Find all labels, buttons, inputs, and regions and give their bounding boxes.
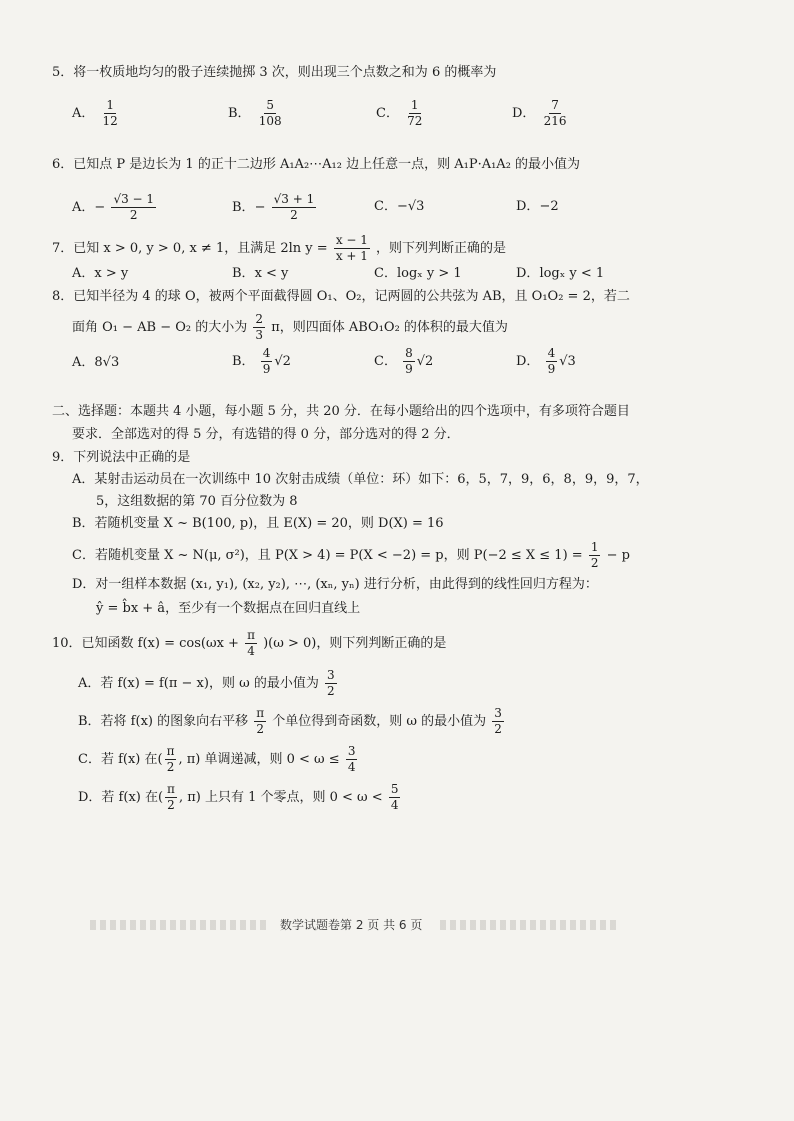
q10-option-b: B．若将 f(x) 的图象向右平移 $\frac{\pi}{2}$ 个单位得到奇函数，则 ω 的最小值为 $\frac{3}{2}$ xyxy=(78,706,502,736)
q7-option-b: B．x < y xyxy=(232,266,289,281)
q7-option-a: A．x > y xyxy=(72,266,129,281)
q7-option-c: C．logₓ y > 1 xyxy=(374,266,462,281)
q8-stem-line2: 面角 O₁ − AB − O₂ 的大小为 $\frac{2}{3}$ π，则四面体 ABO₁O₂ 的体积的最大值为 xyxy=(72,312,508,342)
section2-heading-line1: 二、选择题：本题共 4 小题，每小题 5 分，共 20 分．在每小题给出的四个选项中，有多项符合题目 xyxy=(52,404,630,419)
q5-option-d: D． $\frac{7}{216}$ xyxy=(512,98,567,128)
q8-option-b: B． $\frac{4}{9}$ √2 xyxy=(232,346,291,376)
q6-stem: 6．已知点 P 是边长为 1 的正十二边形 A₁A₂⋯A₁₂ 边上任意一点，则 A₁P·A₁A₂ 的最小值为 xyxy=(52,157,581,172)
q9-option-c: C．若随机变量 X ~ N(μ, σ²)，且 P(X > 4) = P(X < −2) = p，则 P(−2 ≤ X ≤ 1) = $\frac{1}{2}$ − p xyxy=(72,540,630,570)
scan-noise-left xyxy=(90,920,270,930)
q10-stem: 10．已知函数 f(x) = cos(ωx + $\frac{\pi}{4}$ )(ω > 0)，则下列判断正确的是 xyxy=(52,628,447,658)
q8-option-a: A．8√3 xyxy=(72,355,120,370)
q7-stem: 7．已知 x > 0, y > 0, x ≠ 1，且满足 2ln y = $\frac{x - 1}{x + 1}$ ，则下列判断正确的是 xyxy=(52,233,507,263)
q9-option-a-line2: 5，这组数据的第 70 百分位数为 8 xyxy=(96,494,298,509)
page-footer xyxy=(0,912,794,942)
section2-heading-line2: 要求．全部选对的得 5 分，有选错的得 0 分，部分选对的得 2 分． xyxy=(72,427,460,442)
q5-option-a: A． $\frac{1}{12}$ xyxy=(72,98,118,128)
q7-option-d: D．logₓ y < 1 xyxy=(516,266,605,281)
q9-option-d-line2: ŷ = b̂x + â，至少有一个数据点在回归直线上 xyxy=(96,601,361,616)
q5-stem: 5．将一枚质地均匀的骰子连续抛掷 3 次，则出现三个点数之和为 6 的概率为 xyxy=(52,65,497,80)
q10-option-a: A．若 f(x) = f(π − x)，则 ω 的最小值为 $\frac{3}{2}$ xyxy=(78,668,335,698)
q8-option-c: C． $\frac{8}{9}$ √2 xyxy=(374,346,434,376)
q9-stem: 9．下列说法中正确的是 xyxy=(52,450,191,465)
footer-page-number: 数学试题卷第 2 页 共 6 页 xyxy=(280,918,423,932)
q5-option-b: B． $\frac{5}{108}$ xyxy=(228,98,282,128)
q9-option-a-line1: A．某射击运动员在一次训练中 10 次射击成绩（单位：环）如下：6，5，7，9，6，8，9，9，7， xyxy=(72,472,649,487)
q5-option-c: C． $\frac{1}{72}$ xyxy=(376,98,423,128)
q9-option-d-line1: D．对一组样本数据 (x₁, y₁), (x₂, y₂), ⋯, (xₙ, yₙ) 进行分析，由此得到的线性回归方程为： xyxy=(72,577,598,592)
q6-option-c: C．−√3 xyxy=(374,199,425,214)
q10-option-d: D．若 f(x) 在( $\frac{\pi}{2}$ , π) 上只有 1 个零点，则 0 < ω < $\frac{5}{4}$ xyxy=(78,782,399,812)
q6-option-d: D．−2 xyxy=(516,199,559,214)
q8-stem-line1: 8．已知半径为 4 的球 O，被两个平面截得圆 O₁、O₂，记两圆的公共弦为 AB，且 O₁O₂ = 2，若二 xyxy=(52,289,630,304)
q10-option-c: C．若 f(x) 在( $\frac{\pi}{2}$ , π) 单调递减，则 0 < ω ≤ $\frac{3}{4}$ xyxy=(78,744,356,774)
q8-option-d: D． $\frac{4}{9}$ √3 xyxy=(516,346,576,376)
q6-option-b: B．− $\frac{√3 + 1}{2}$ xyxy=(232,192,315,222)
q9-option-b: B．若随机变量 X ~ B(100, p)，且 E(X) = 20，则 D(X) = 16 xyxy=(72,516,444,531)
scan-noise-right xyxy=(440,920,620,930)
q6-option-a: A．− $\frac{√3 - 1}{2}$ xyxy=(72,192,155,222)
